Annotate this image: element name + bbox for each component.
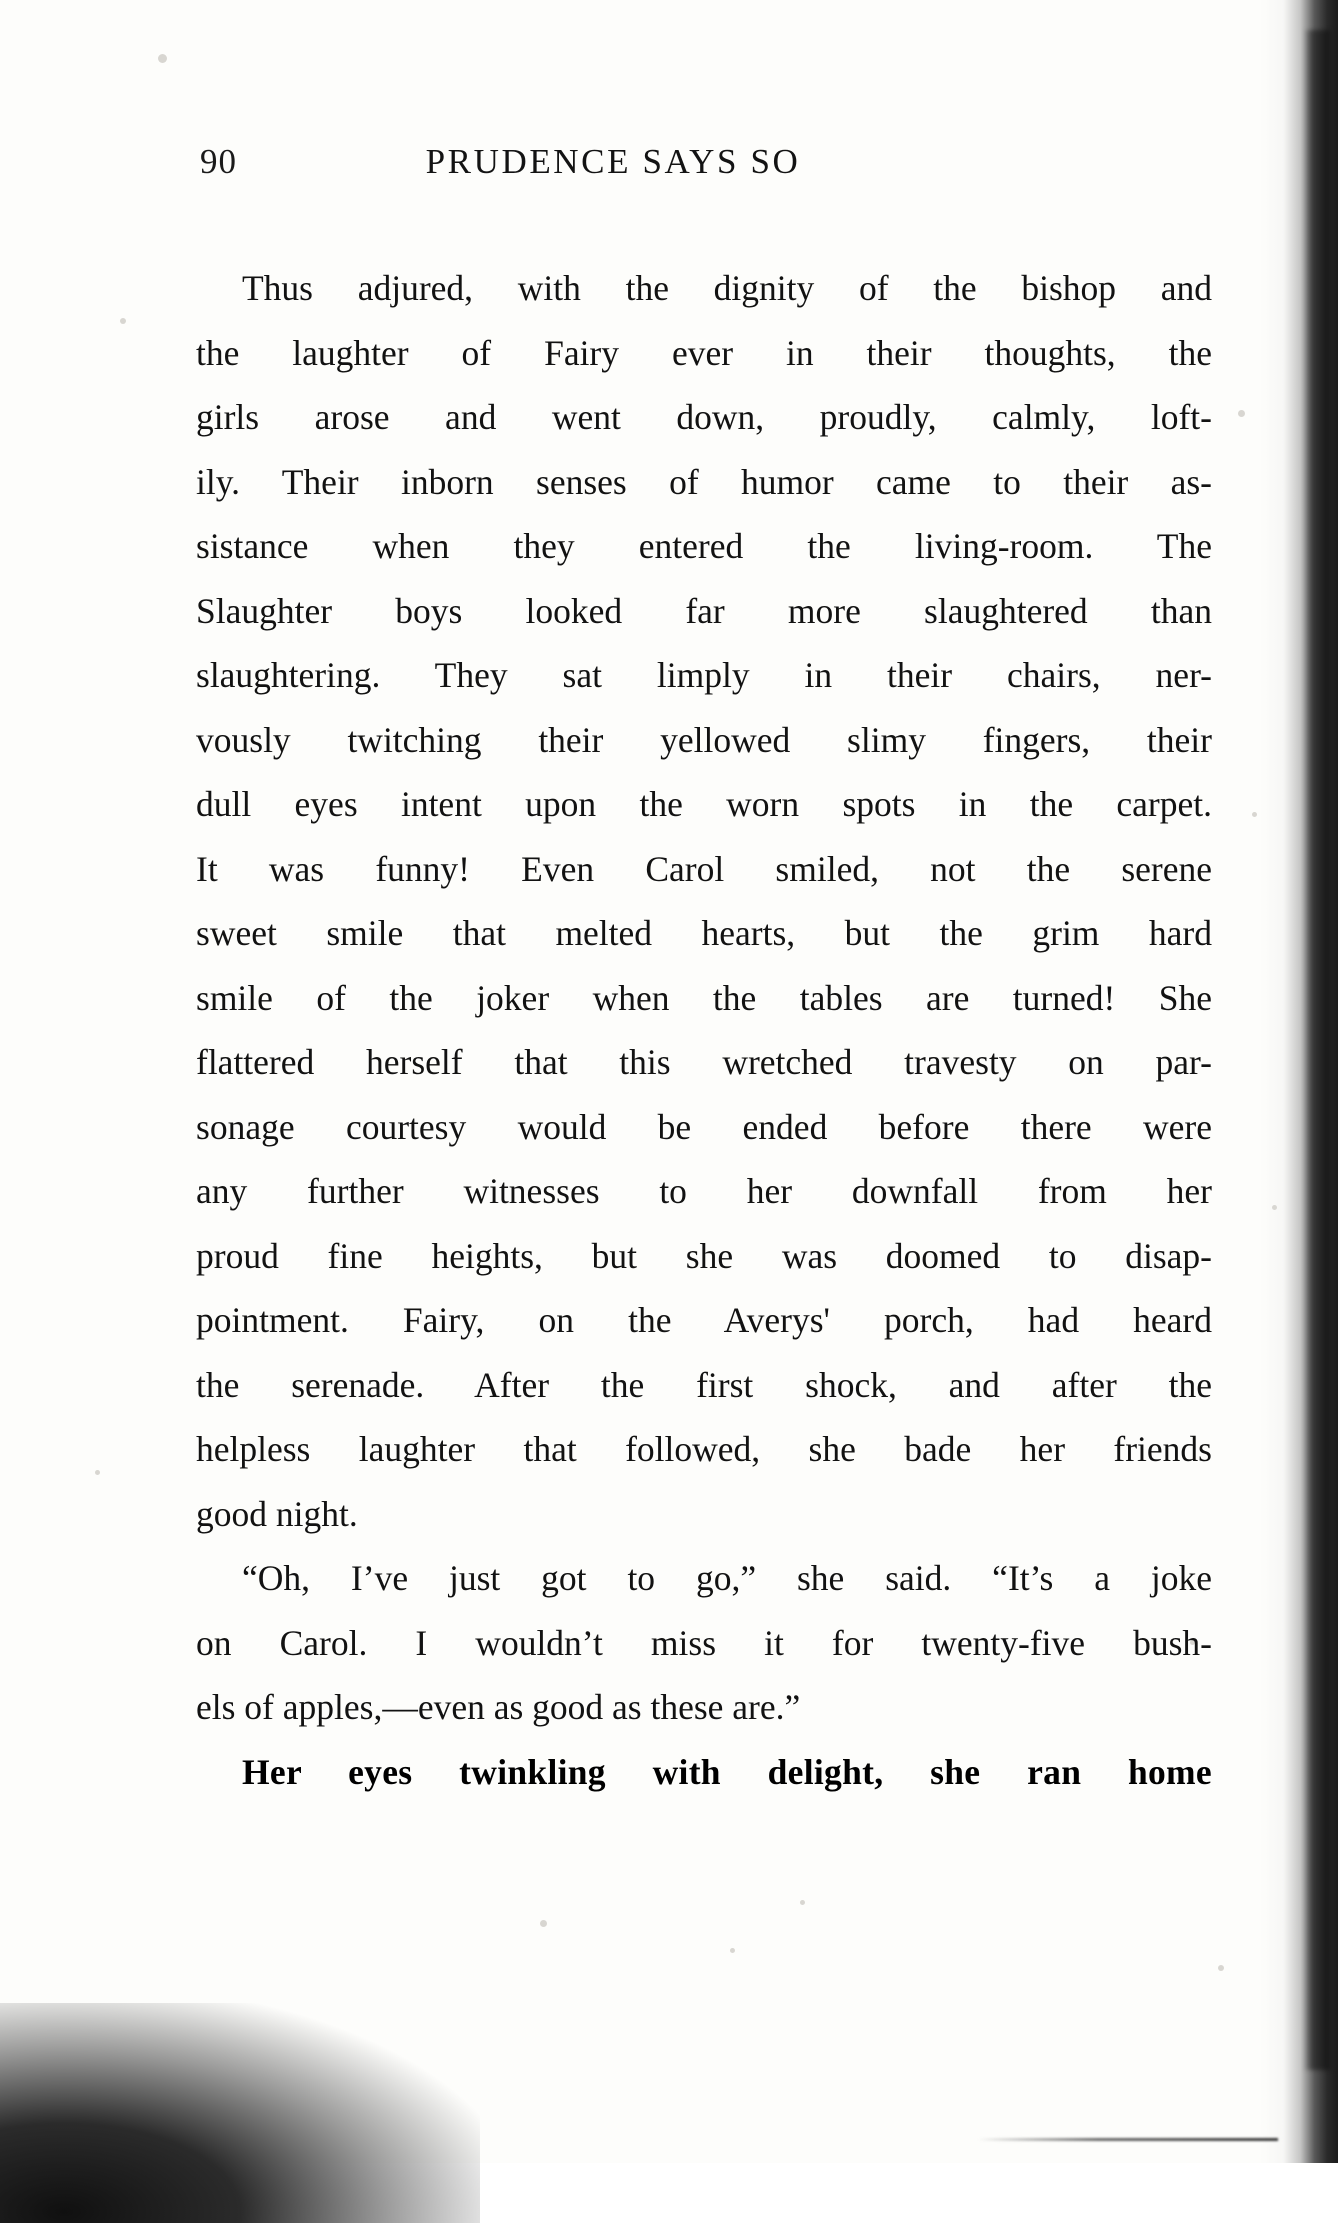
text-line: on Carol. I wouldn’t miss it for twenty-five bush-: [196, 1622, 1212, 1663]
text-line: slaughtering. They sat limply in their chairs, ner-: [196, 655, 1212, 695]
paragraph-2: [196, 1546, 1212, 1740]
text-line: good night.: [196, 1493, 358, 1534]
text-line: pointment. Fairy, on the Averys' porch, had heard: [196, 1300, 1212, 1340]
text-line: Thus adjured, with the dignity of the bishop and: [242, 268, 1212, 308]
text-line: the laughter of Fairy ever in their thoughts, the: [196, 332, 1212, 373]
text-line: els of apples,—even as good as these are.”: [196, 1687, 801, 1727]
text-line: any further witnesses to her downfall from her: [196, 1171, 1212, 1211]
text-line: “Oh, I’ve just got to go,” she said. “It’s a joke: [242, 1558, 1212, 1598]
paragraph-3: [196, 1740, 1212, 1805]
paragraph-1: [196, 256, 1212, 1546]
text-line: Slaughter boys looked far more slaughtered than: [196, 590, 1212, 631]
text-line: sistance when they entered the living-room. The: [196, 526, 1212, 566]
text-line: dull eyes intent upon the worn spots in the carpet.: [196, 784, 1212, 824]
text-line: the serenade. After the first shock, and after the: [196, 1364, 1212, 1405]
running-head-title: PRUDENCE SAYS SO: [425, 142, 801, 181]
text-line: flattered herself that this wretched travesty on par-: [196, 1042, 1212, 1082]
text-line: sweet smile that melted hearts, but the grim hard: [196, 913, 1212, 953]
text-line: sonage courtesy would be ended before there were: [196, 1106, 1212, 1147]
text-line: helpless laughter that followed, she bade her friends: [196, 1429, 1212, 1469]
page-number: 90: [200, 142, 237, 181]
text-line: smile of the joker when the tables are turned! She: [196, 977, 1212, 1018]
text-line: Her eyes twinkling with delight, she ran home: [242, 1751, 1212, 1792]
page-header: [200, 142, 1200, 188]
body-text: [196, 256, 1212, 1804]
text-line: proud fine heights, but she was doomed to disap-: [196, 1235, 1212, 1276]
text-line: girls arose and went down, proudly, calmly, loft-: [196, 397, 1212, 437]
text-line: It was funny! Even Carol smiled, not the serene: [196, 848, 1212, 889]
text-line: ily. Their inborn senses of humor came to their as-: [196, 461, 1212, 502]
text-line: vously twitching their yellowed slimy fingers, their: [196, 719, 1212, 760]
